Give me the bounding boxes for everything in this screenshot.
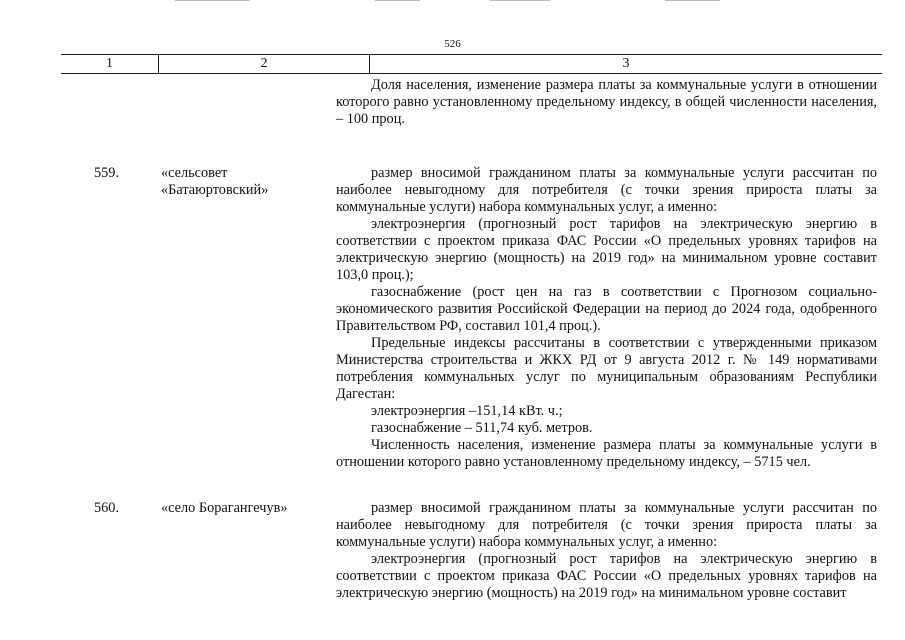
intro-text	[336, 77, 877, 128]
entry-paragraph: газоснабжение – 511,74 куб. метров.	[371, 420, 593, 436]
entry-description	[336, 500, 877, 602]
page-number: 526	[444, 38, 461, 50]
entry-paragraph: электроэнергия –151,14 кВт. ч.;	[371, 403, 563, 419]
entry-paragraph: размер вносимой гражданином платы за коммунальные услуги рассчитан по наиболее невыгодному для потребителя (с точки зрения прироста платы за коммунальные услуги) набора коммунальных услуг, а именно:	[336, 165, 877, 215]
header-col-2: 2	[159, 55, 370, 73]
entry-paragraph: размер вносимой гражданином платы за коммунальные услуги рассчитан по наиболее невыгодному для потребителя (с точки зрения прироста платы за коммунальные услуги) набора коммунальных услуг, а именно:	[336, 500, 877, 550]
table-header	[61, 54, 882, 74]
entry-paragraph: Численность населения, изменение размера платы за коммунальные услуги в отношении которого равно установленному предельному индексу, – 5715 чел.	[336, 437, 877, 470]
header-col-1: 1	[61, 55, 159, 73]
entry-paragraph: электроэнергия (прогнозный рост тарифов на электрическую энергию в соответствии с проектом приказа ФАС России «О предельных уровнях тарифов на электрическую энергию (мощность) на 2019 год» на минимальном уровне составит 103,0 проц.);	[336, 216, 877, 283]
entry-municipality: «сельсовет «Батаюртовский»	[161, 165, 269, 198]
entry-paragraph: газоснабжение (рост цен на газ в соответствии с Прогнозом социально-экономического развития Российской Федерации на период до 2024 года, одобренного Правительством РФ, составил 101,4 проц.).	[336, 284, 877, 334]
entry-paragraph: электроэнергия (прогнозный рост тарифов на электрическую энергию в соответствии с проектом приказа ФАС России «О предельных уровнях тарифов на электрическую энергию (мощность) на 2019 год» на минимальном уровне составит	[336, 551, 877, 601]
entry-municipality: «село Борагангечув»	[161, 500, 288, 516]
entry-number: 560.	[94, 500, 120, 516]
entry-description	[336, 165, 877, 471]
entry-number: 559.	[94, 165, 120, 181]
header-col-3: 3	[622, 56, 630, 71]
entry-paragraph: Предельные индексы рассчитаны в соответствии с утвержденными приказом Министерства строительства и ЖКХ РД от 9 августа 2012 г. № 149 нормативами потребления коммунальных услуг по муниципальным образованиям Республики Дагестан:	[336, 335, 877, 402]
intro-paragraph: Доля населения, изменение размера платы за коммунальные услуги в отношении которого равно установленному предельному индексу, в общей численности населения, – 100 проц.	[336, 77, 877, 127]
